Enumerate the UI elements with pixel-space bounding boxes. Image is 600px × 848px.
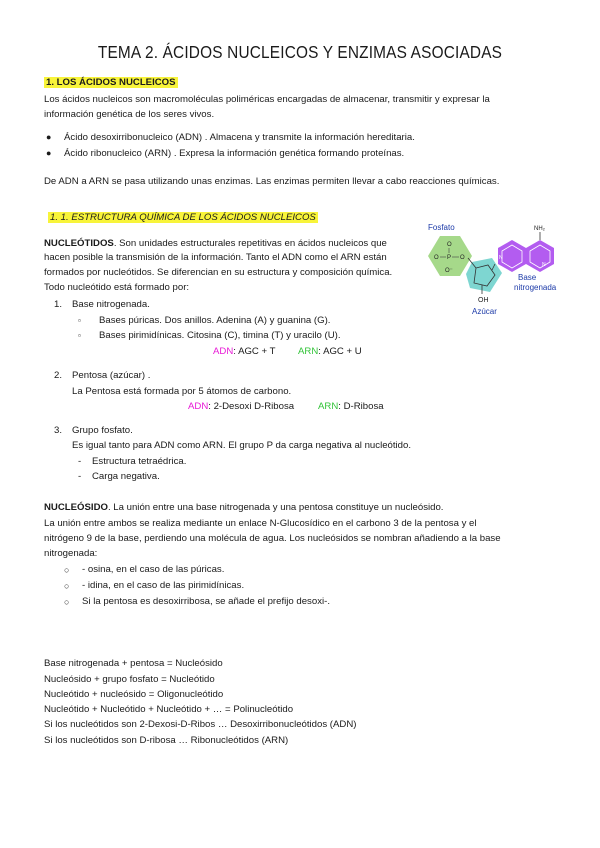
equation-line: Base nitrogenada + pentosa = Nucleósido [44, 658, 223, 669]
arn-value: : AGC + U [318, 346, 362, 357]
list-item-arn: Ácido ribonucleico (ARN) . Expresa la información genética formando proteínas. [64, 148, 405, 159]
equation-line: Nucleósido + grupo fosfato = Nucleótido [44, 674, 215, 685]
bullet-dot: ● [46, 132, 52, 142]
item-2-label: Pentosa (azúcar) . [72, 370, 151, 381]
item-2-number: 2. [54, 370, 63, 381]
nucleotide-diagram [420, 218, 570, 318]
item-1-arn [298, 345, 362, 359]
nucleosido-line-3: nitrógeno 9 de la base, perdiendo una molécula de agua. Los nucleósidos se nombran añadiendo a la base [44, 533, 501, 544]
n-atom-1: N [499, 255, 503, 261]
item-2-text: La Pentosa está formada por 5 átomos de carbono. [72, 386, 292, 397]
arn-label: ARN [298, 346, 319, 357]
arn-value: : D-Ribosa [338, 401, 384, 412]
equation-line: Si los nucleótidos son D-ribosa … Ribonucleótidos (ARN) [44, 735, 289, 746]
fosfato-label: Fosfato [428, 223, 455, 232]
n-atom-2: N [542, 262, 546, 268]
nucleosido-bullet-2: - idina, en el caso de las pirimidínicas. [82, 580, 245, 591]
section-heading-1-text: 1. LOS ÁCIDOS NUCLEICOS [46, 77, 176, 88]
nucleotidos-line-2: hacen posible la transmisión de la información. Tanto el ADN como el ARN están [44, 252, 387, 263]
nucleosido-term: NUCLEÓSIDO [44, 502, 108, 513]
nucleotidos-line-1-text: . Son unidades estructurales repetitivas en ácidos nucleicos que [113, 238, 387, 249]
arn-label: ARN [318, 401, 339, 412]
enzymes-line: De ADN a ARN se pasa utilizando unas enzimas. Las enzimas permiten llevar a cabo reacciones químicas. [44, 176, 500, 187]
nucleosido-bullet-1: - osina, en el caso de las púricas. [82, 564, 225, 575]
oh-label: OH [478, 297, 489, 304]
section-heading-1-1 [48, 211, 318, 225]
item-1-label: Base nitrogenada. [72, 299, 150, 310]
phosphate-p: P [447, 255, 452, 261]
section-heading-1 [44, 76, 178, 90]
circle-bullet: ○ [64, 565, 70, 575]
nitrogenada-label: nitrogenada [514, 283, 557, 292]
adn-label: ADN [188, 401, 209, 412]
circle-bullet: ○ [64, 597, 70, 607]
nucleosido-line-4: nitrogenada: [44, 548, 98, 559]
item-1-sub-1: Bases púricas. Dos anillos. Adenina (A) y guanina (G). [99, 315, 331, 326]
nucleosido-line-1-text: . La unión entre una base nitrogenada y una pentosa constituye un nucleósido. [107, 502, 444, 513]
bullet-dot: ● [46, 148, 52, 158]
nucleotidos-line-4: Todo nucleótido está formado por: [44, 282, 190, 293]
nh2-label: NH₂ [534, 226, 545, 232]
nucleotidos-line-1 [44, 237, 387, 251]
dash-bullet: - [78, 471, 82, 482]
sugar-shape [466, 258, 502, 292]
item-3-sub-1: Estructura tetraédrica. [92, 456, 187, 467]
item-3-number: 3. [54, 425, 63, 436]
item-3-sub-2: Carga negativa. [92, 471, 160, 482]
phosphate-o-right: O [460, 255, 465, 261]
circle-bullet: ○ [64, 581, 70, 591]
item-3-label: Grupo fosfato. [72, 425, 133, 436]
adn-value: : 2-Desoxi D-Ribosa [208, 401, 295, 412]
nucleotidos-term: NUCLEÓTIDOS [44, 238, 114, 249]
adn-value: : AGC + T [233, 346, 276, 357]
equation-line: Nucleótido + nucleósido = Oligonucleótido [44, 689, 224, 700]
phosphate-o-neg: O⁻ [445, 268, 453, 274]
item-1-sub-2: Bases pirimidínicas. Citosina (C), timina (T) y uracilo (U). [99, 330, 341, 341]
azucar-label: Azúcar [472, 307, 497, 316]
intro-line-2: información genética de los seres vivos. [44, 109, 215, 120]
equation-line: Nucleótido + Nucleótido + Nucleótido + … = Polinucleótido [44, 704, 294, 715]
item-2-arn [318, 400, 384, 414]
sub-bullet-circle: ▫ [78, 331, 81, 340]
nucleotidos-line-3: formados por nucleótidos. Se diferencian en su estructura y composición química. [44, 267, 393, 278]
phosphate-o-left: O [434, 255, 439, 261]
nucleosido-line-1 [44, 501, 443, 515]
intro-line-1: Los ácidos nucleicos son macromoléculas poliméricas encargadas de almacenar, transmitir y expresar la [44, 94, 490, 105]
equation-line: Si los nucleótidos son 2-Dexosi-D-Ribos … Desoxirribonucleótidos (ADN) [44, 719, 357, 730]
item-2-adn [188, 400, 294, 414]
dash-bullet: - [78, 456, 82, 467]
page-title: TEMA 2. ÁCIDOS NUCLEICOS Y ENZIMAS ASOCIADAS [97, 42, 503, 62]
base-label: Base [518, 273, 537, 282]
item-1-number: 1. [54, 299, 63, 310]
adn-label: ADN [213, 346, 234, 357]
item-1-adn [213, 345, 275, 359]
list-item-adn: Ácido desoxirribonucleico (ADN) . Almacena y transmite la información hereditaria. [64, 132, 415, 143]
item-3-text: Es igual tanto para ADN como ARN. El grupo P da carga negativa al nucleótido. [72, 440, 412, 451]
phosphate-o-top: O [447, 242, 452, 248]
section-heading-1-1-text: 1. 1. ESTRUCTURA QUÍMICA DE LOS ÁCIDOS NUCLEICOS [50, 212, 316, 223]
nucleosido-line-2: La unión entre ambos se realiza mediante un enlace N-Glucosídico en el carbono 3 de la pentosa y el [44, 518, 477, 529]
sub-bullet-circle: ▫ [78, 316, 81, 325]
nucleosido-bullet-3: Si la pentosa es desoxirribosa, se añade el prefijo desoxi-. [82, 596, 330, 607]
